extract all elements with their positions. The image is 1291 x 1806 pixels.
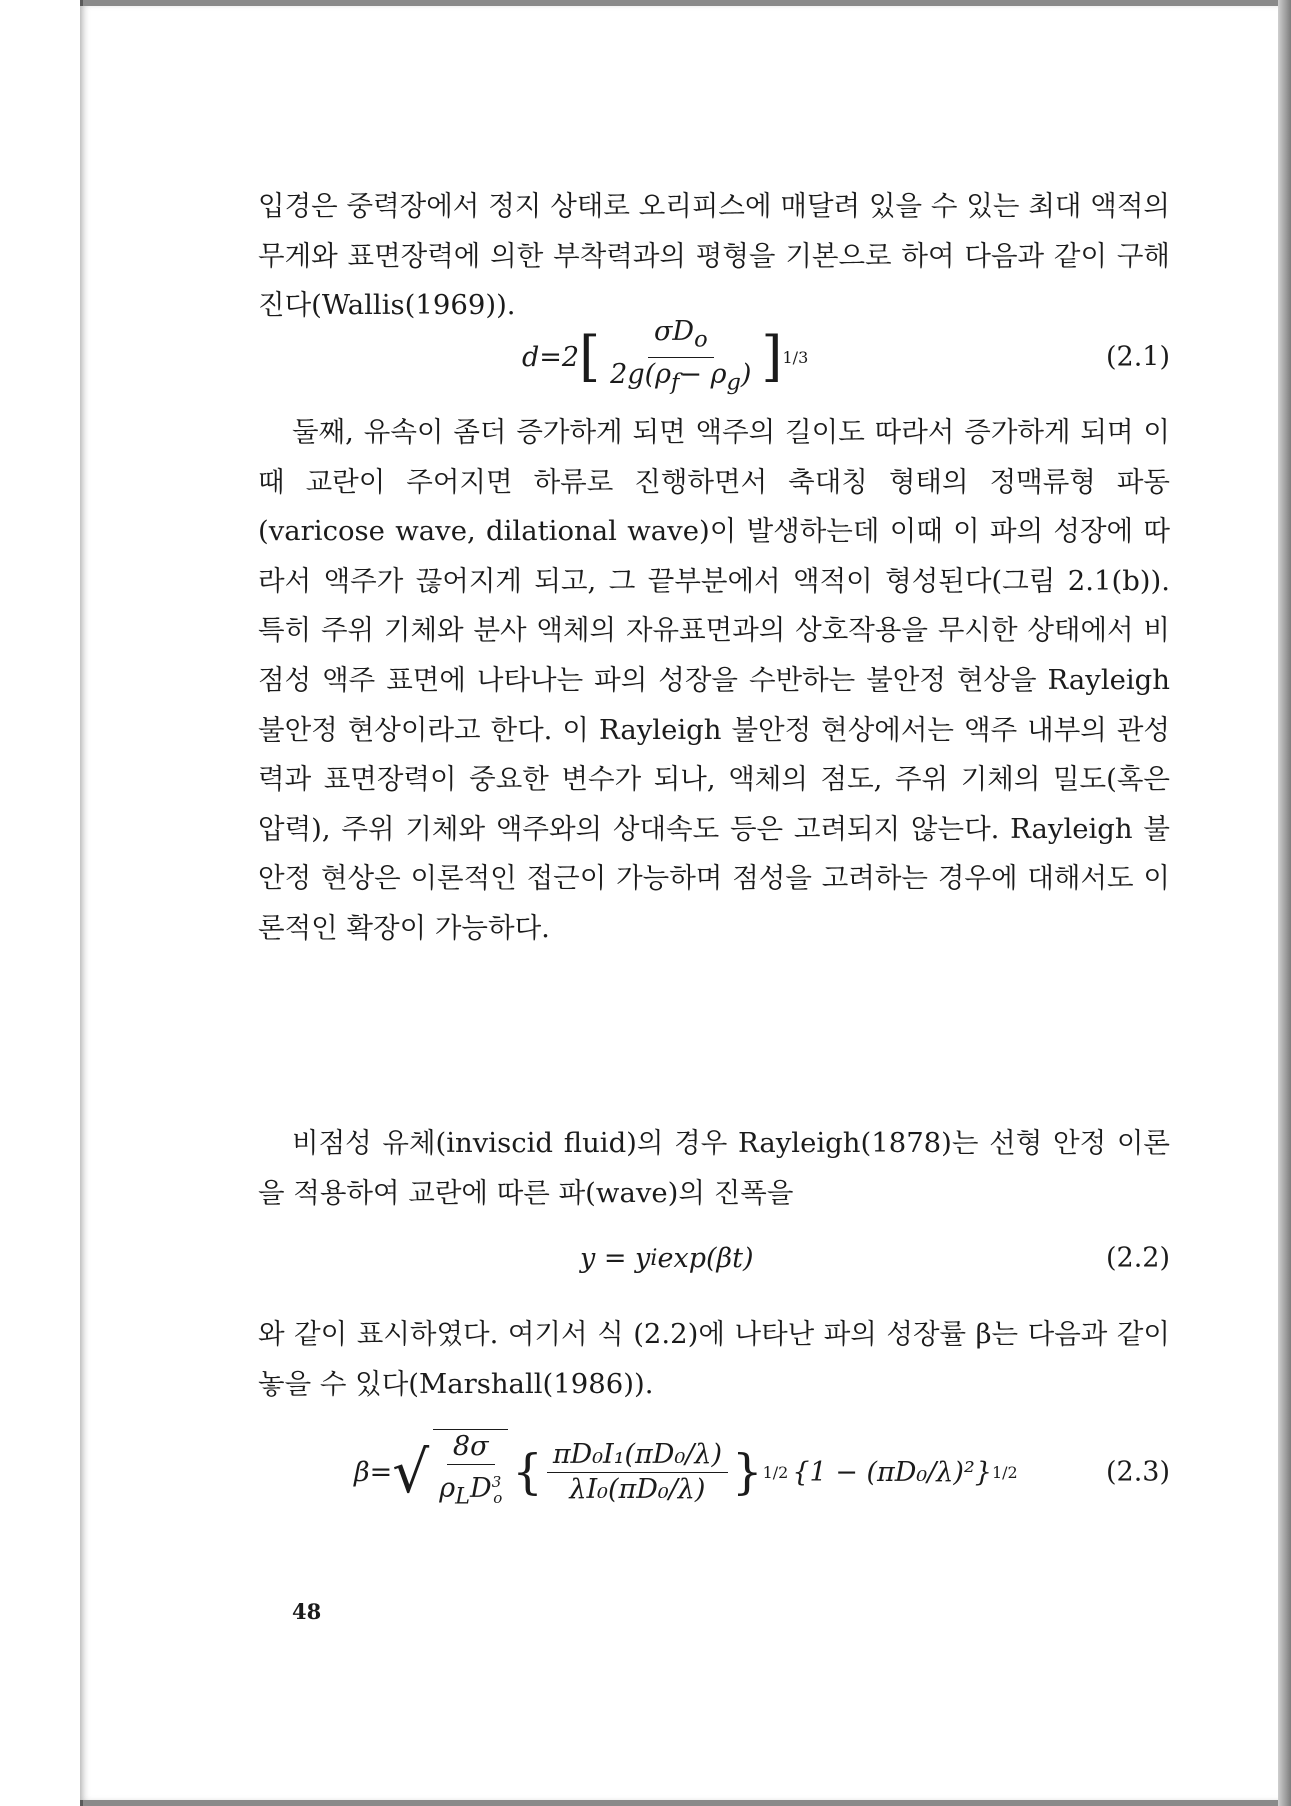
eq3-sqrt-sign: √ — [392, 1438, 430, 1506]
eq1-den-sub1: f — [671, 368, 680, 395]
paragraph-4 — [258, 1310, 1170, 1409]
equation-2-1 — [258, 316, 1170, 395]
paragraph-2-text: 둘째, 유속이 좀더 증가하게 되면 액주의 길이도 따라서 증가하게 되며 이때 교란이 주어지면 하류로 진행하면서 축대칭 형태의 정맥류형 파동(varicose wave, dilational wave)이 발생하는데 이때 이 파의 성장에 따라서 액주가 끊어지게 되고, 그 끝부분에서 액적이 형성된다(그림 2.1(b)). 특히 주위 기체와 분사 액체의 자유표면과의 상호작용을 무시한 상태에서 비점성 액주 표면에 나타나는 파의 성장을 수반하는 불안정 현상을 Rayleigh 불안정 현상이라고 한다. 이 Rayleigh 불안정 현상에서는 액주 내부의 관성력과 표면장력이 중요한 변수가 되나, 액체의 점도, 주위 기체의 밀도(혹은 압력), 주위 기체와 액주와의 상대속도 등은 고려되지 않는다. Rayleigh 불안정 현상은 이론적인 접근이 가능하며 점성을 고려하는 경우에 대해서도 이론적인 확장이 가능하다. — [258, 416, 1170, 944]
eq1-right-bracket: ] — [761, 325, 783, 388]
eq3-root-den-sub2: o — [493, 1489, 503, 1508]
equation-2-3-number: (2.3) — [1105, 1456, 1170, 1488]
paragraph-2 — [258, 408, 1170, 954]
eq2-sub: i — [650, 1245, 658, 1271]
equation-2-3-formula — [354, 1432, 1018, 1512]
eq3-lhs: β= — [354, 1456, 393, 1488]
equation-2-2-number: (2.2) — [1105, 1242, 1170, 1274]
eq3-root-den-sub: L — [455, 1483, 471, 1510]
eq3-root-denominator — [433, 1465, 508, 1515]
eq3-root-den-rho: ρ — [439, 1472, 456, 1504]
eq3-exponent-2: 1/2 — [991, 1462, 1018, 1482]
eq2-lhs: y = y — [580, 1242, 651, 1274]
eq2-rest: exp(βt) — [657, 1242, 754, 1274]
eq1-left-bracket: [ — [579, 325, 601, 388]
eq3-root-den-d: D — [470, 1472, 492, 1504]
equation-2-1-formula — [522, 316, 809, 395]
page-right-edge — [1278, 0, 1291, 1806]
eq3-bessel-fraction — [547, 1438, 728, 1507]
equation-2-3 — [258, 1432, 1170, 1512]
eq3-root-numerator: 8σ — [447, 1430, 495, 1465]
paragraph-1 — [258, 182, 1170, 331]
eq3-exponent-1: 1/2 — [762, 1462, 789, 1482]
paragraph-1-text: 입경은 중력장에서 정지 상태로 오리피스에 매달려 있을 수 있는 최대 액적의 무게와 표면장력에 의한 부착력과의 평형을 기본으로 하여 다음과 같이 구해진다(Wallis(1969)). — [258, 190, 1170, 322]
eq1-den-sub2: g — [726, 368, 741, 395]
eq1-den-a: 2g(ρ — [610, 358, 672, 390]
eq3-root-den-sup: 3 — [491, 1472, 502, 1491]
eq1-exponent: 1/3 — [782, 347, 809, 367]
eq1-den-mid: − ρ — [679, 358, 727, 390]
paragraph-3-text: 비점성 유체(inviscid fluid)의 경우 Rayleigh(1878)는 선형 안정 이론을 적용하여 교란에 따른 파(wave)의 진폭을 — [258, 1127, 1170, 1209]
page-number: 48 — [292, 1599, 322, 1624]
paragraph-3 — [258, 1119, 1170, 1218]
eq3-root-fraction — [433, 1429, 508, 1515]
equation-2-1-number: (2.1) — [1105, 341, 1170, 373]
eq1-numerator — [648, 315, 714, 357]
equation-2-2 — [258, 1228, 1170, 1288]
eq3-left-brace: { — [512, 1444, 543, 1500]
eq1-fraction — [604, 315, 757, 399]
eq1-lhs: d=2 — [522, 341, 580, 373]
eq3-bessel-denominator: λI₀(πD₀/λ) — [569, 1473, 706, 1505]
eq1-den-end: ) — [740, 358, 752, 390]
eq1-numerator-text: σD — [653, 316, 695, 348]
eq3-right-brace: } — [732, 1444, 763, 1500]
eq3-tail: {1 − (πD₀/λ)²} — [792, 1456, 992, 1488]
equation-2-2-formula — [580, 1228, 754, 1288]
eq3-bessel-numerator: πD₀I₁(πD₀/λ) — [547, 1438, 728, 1473]
page-left-edge — [0, 0, 83, 1806]
eq1-denominator — [604, 358, 757, 399]
paragraph-4-text: 와 같이 표시하였다. 여기서 식 (2.2)에 나타난 파의 성장률 β는 다음과 같이 놓을 수 있다(Marshall(1986)). — [258, 1318, 1170, 1400]
eq1-numerator-sub: o — [694, 326, 708, 353]
